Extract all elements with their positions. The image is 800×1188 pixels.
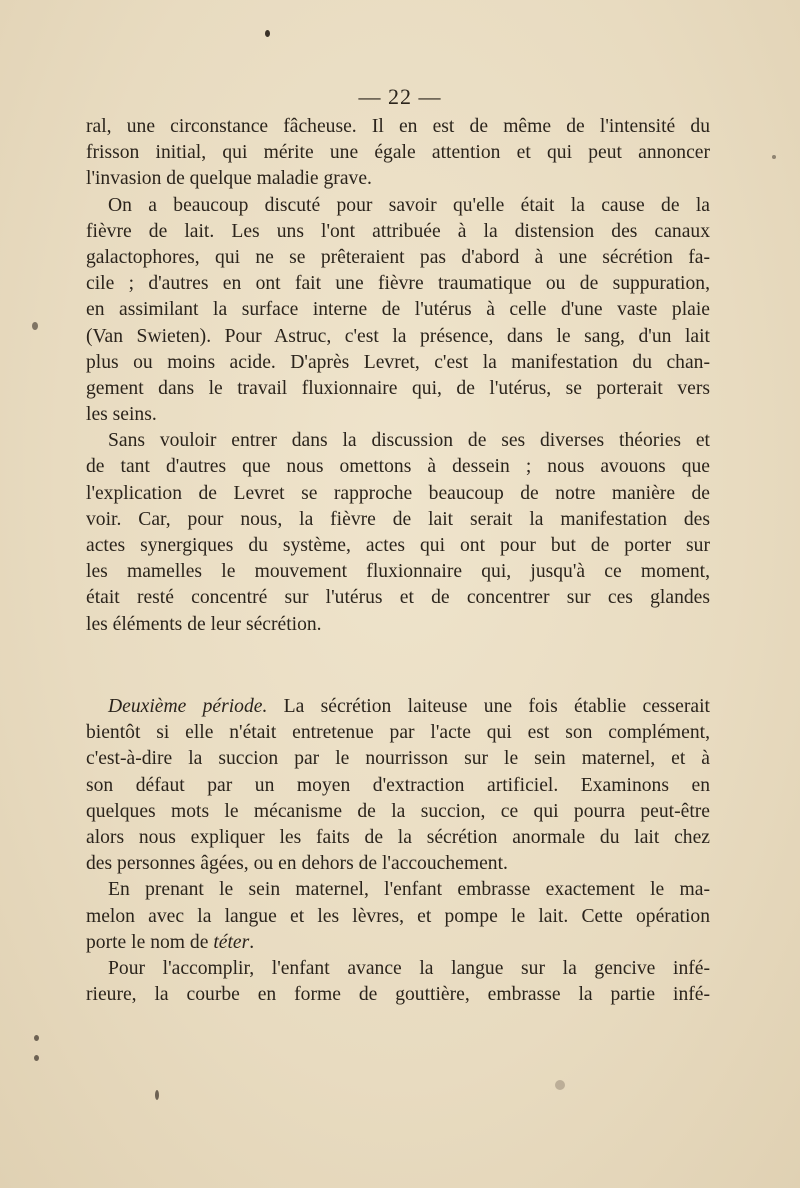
page-number: — 22 —	[358, 84, 442, 109]
text-block-lower	[86, 694, 710, 1008]
text-line: l'invasion de quelque maladie grave.	[86, 168, 372, 190]
text-line: Pour l'accomplir, l'enfant avance la langue sur la gencive infé-	[108, 957, 710, 979]
ink-spot	[155, 1090, 159, 1100]
text-line: était resté concentré sur l'utérus et de concentrer sur ces glandes	[86, 587, 710, 609]
text-line: les mamelles le mouvement fluxionnaire qui, jusqu'à ce moment,	[86, 561, 710, 583]
text-line: en assimilant la surface interne de l'utérus à celle d'une vaste plaie	[86, 299, 710, 321]
ink-spot	[34, 1035, 39, 1041]
text-line: l'explication de Levret se rapproche beaucoup de notre manière de	[86, 482, 710, 504]
text-line: quelques mots le mécanisme de la succion, ce qui pourra peut-être	[86, 800, 710, 822]
text-line: alors nous expliquer les faits de la sécrétion anormale du lait chez	[86, 826, 710, 848]
section-heading: Deuxième période.	[108, 696, 268, 717]
text-line: bientôt si elle n'était entretenue par l'acte qui est son complément,	[86, 722, 710, 744]
text-fragment: La sécrétion laiteuse une fois établie cesserait	[267, 696, 710, 717]
text-line: Sans vouloir entrer dans la discussion de ses diverses théories et	[108, 430, 710, 452]
ink-spot	[34, 1055, 39, 1061]
text-block-upper	[86, 114, 710, 638]
text-line: les seins.	[86, 404, 157, 426]
text-line: On a beaucoup discuté pour savoir qu'elle était la cause de la	[108, 194, 710, 216]
text-line: son défaut par un moyen d'extraction artificiel. Examinons en	[86, 774, 710, 796]
text-line: de tant d'autres que nous omettons à dessein ; nous avouons que	[86, 456, 710, 478]
text-line: les éléments de leur sécrétion.	[86, 613, 322, 635]
text-line: ral, une circonstance fâcheuse. Il en est de même de l'intensité du	[86, 116, 710, 137]
text-line: frisson initial, qui mérite une égale attention et qui peut annoncer	[86, 142, 710, 164]
ink-spot	[555, 1080, 565, 1090]
text-line: c'est-à-dire la succion par le nourrisson sur le sein maternel, et à	[86, 748, 710, 770]
ink-spot	[32, 322, 38, 330]
emphasized-word: téter	[213, 931, 250, 953]
text-line: fièvre de lait. Les uns l'ont attribuée à la distension des canaux	[86, 220, 710, 242]
text-line: cile ; d'autres en ont fait une fièvre traumatique ou de suppuration,	[86, 273, 710, 295]
text-line: (Van Swieten). Pour Astruc, c'est la présence, dans le sang, d'un lait	[86, 325, 710, 347]
text-line: galactophores, qui ne se prêteraient pas d'abord à une sécrétion fa-	[86, 246, 710, 268]
text-line: melon avec la langue et les lèvres, et pompe le lait. Cette opération	[86, 905, 710, 927]
text-line: actes synergiques du système, actes qui ont pour but de porter sur	[86, 535, 710, 556]
ink-spot	[772, 155, 776, 159]
text-fragment: .	[249, 931, 255, 953]
text-line: rieure, la courbe en forme de gouttière, embrasse la partie infé-	[86, 984, 710, 1006]
text-line: gement dans le travail fluxionnaire qui, de l'utérus, se porterait vers	[86, 377, 710, 399]
text-line: voir. Car, pour nous, la fièvre de lait serait la manifestation des	[86, 508, 710, 530]
text-line: plus ou moins acide. D'après Levret, c'est la manifestation du chan-	[86, 351, 710, 373]
text-line	[86, 694, 710, 720]
text-fragment: porte le nom de	[86, 931, 214, 953]
text-line: En prenant le sein maternel, l'enfant embrasse exactement le ma-	[108, 879, 710, 901]
text-line	[86, 930, 710, 956]
text-line: des personnes âgées, ou en dehors de l'accouchement.	[86, 853, 508, 875]
ink-spot	[265, 30, 270, 37]
